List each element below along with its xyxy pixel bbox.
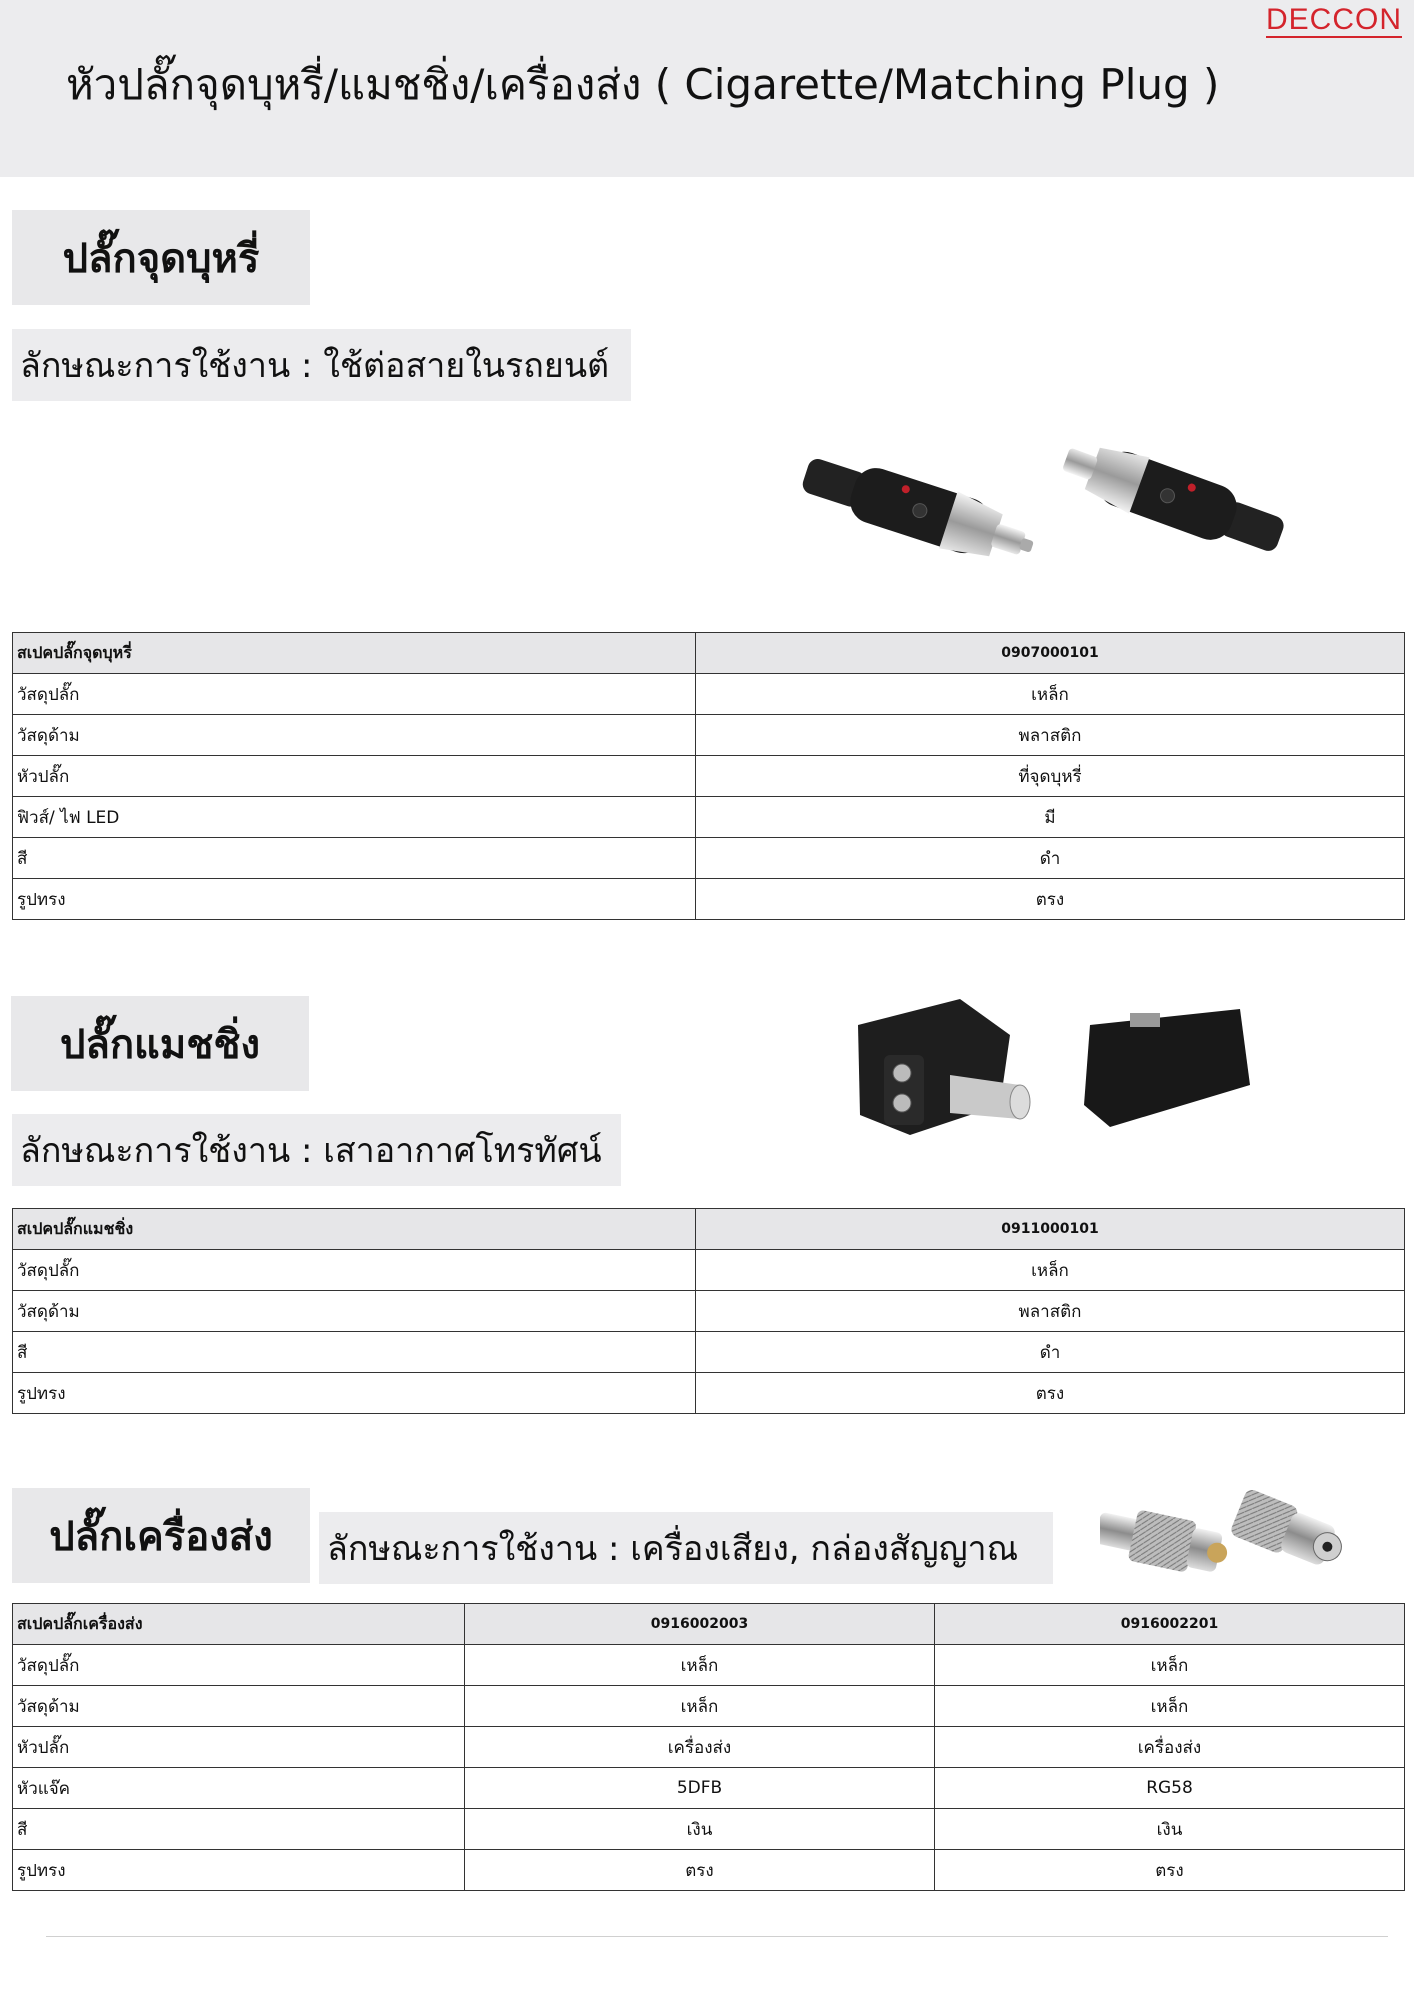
table-cell: หัวปลั๊ก <box>13 1727 465 1768</box>
table-header-cell: 0916002201 <box>935 1604 1405 1645</box>
table-header-row <box>13 1604 1405 1645</box>
spec-table-matching <box>12 1208 1405 1414</box>
table-cell: เหล็ก <box>696 674 1405 715</box>
table-header-cell: สเปคปลั๊กจุดบุหรี่ <box>13 633 696 674</box>
table-row <box>13 674 1405 715</box>
table-cell: รูปทรง <box>13 1850 465 1891</box>
table-cell: เครื่องส่ง <box>465 1727 935 1768</box>
table-cell: วัสดุปลั๊ก <box>13 674 696 715</box>
table-cell: เงิน <box>935 1809 1405 1850</box>
table-cell: สี <box>13 1332 696 1373</box>
table-cell: พลาสติก <box>696 715 1405 756</box>
page-title: หัวปลั๊กจุดบุหรี่/แมชชิ่ง/เครื่องส่ง ( Cigarette/Matching Plug ) <box>66 60 1220 109</box>
table-header-row <box>13 1209 1405 1250</box>
table-cell: ดำ <box>696 838 1405 879</box>
table-cell: สี <box>13 1809 465 1850</box>
table-cell: ที่จุดบุหรี่ <box>696 756 1405 797</box>
table-cell: เงิน <box>465 1809 935 1850</box>
table-cell: RG58 <box>935 1768 1405 1809</box>
table-row <box>13 1850 1405 1891</box>
table-cell: ตรง <box>935 1850 1405 1891</box>
table-cell: วัสดุปลั๊ก <box>13 1645 465 1686</box>
table-cell: ฟิวส์/ ไฟ LED <box>13 797 696 838</box>
table-row <box>13 1250 1405 1291</box>
table-cell: เครื่องส่ง <box>935 1727 1405 1768</box>
table-cell: หัวแจ๊ค <box>13 1768 465 1809</box>
table-row <box>13 879 1405 920</box>
table-cell: พลาสติก <box>696 1291 1405 1332</box>
table-cell: เหล็ก <box>696 1250 1405 1291</box>
table-header-row <box>13 633 1405 674</box>
table-cell: รูปทรง <box>13 1373 696 1414</box>
usage-cigarette: ลักษณะการใช้งาน : ใช้ต่อสายในรถยนต์ <box>12 329 631 401</box>
table-header-cell: สเปคปลั๊กเครื่องส่ง <box>13 1604 465 1645</box>
section-title-matching: ปลั๊กแมชชิ่ง <box>11 996 309 1091</box>
section-title-transmitter: ปลั๊กเครื่องส่ง <box>12 1488 310 1583</box>
rf-connector-icon <box>1100 1478 1370 1588</box>
usage-matching: ลักษณะการใช้งาน : เสาอากาศโทรทัศน์ <box>12 1114 621 1186</box>
table-cell: ดำ <box>696 1332 1405 1373</box>
table-row <box>13 1645 1405 1686</box>
table-header-cell: 0907000101 <box>696 633 1405 674</box>
table-row <box>13 1373 1405 1414</box>
table-cell: หัวปลั๊ก <box>13 756 696 797</box>
table-header-cell: 0911000101 <box>696 1209 1405 1250</box>
table-cell: 5DFB <box>465 1768 935 1809</box>
footer-divider <box>46 1936 1388 1937</box>
table-cell: เหล็ก <box>935 1645 1405 1686</box>
table-row <box>13 838 1405 879</box>
table-cell: รูปทรง <box>13 879 696 920</box>
table-row <box>13 1809 1405 1850</box>
table-row <box>13 1332 1405 1373</box>
table-cell: วัสดุด้าม <box>13 1291 696 1332</box>
table-cell: ตรง <box>696 879 1405 920</box>
table-header-cell: สเปคปลั๊กแมชชิ่ง <box>13 1209 696 1250</box>
table-row <box>13 797 1405 838</box>
table-cell: สี <box>13 838 696 879</box>
cigarette-plug-icon <box>800 415 1290 585</box>
table-cell: มี <box>696 797 1405 838</box>
spec-table-transmitter <box>12 1603 1405 1891</box>
table-row <box>13 1727 1405 1768</box>
table-row <box>13 715 1405 756</box>
matching-plug-icon <box>850 995 1260 1145</box>
table-cell: วัสดุด้าม <box>13 1686 465 1727</box>
table-cell: เหล็ก <box>465 1686 935 1727</box>
table-cell: เหล็ก <box>935 1686 1405 1727</box>
usage-transmitter: ลักษณะการใช้งาน : เครื่องเสียง, กล่องสัญญาณ <box>319 1512 1053 1584</box>
table-row <box>13 1768 1405 1809</box>
table-cell: วัสดุปลั๊ก <box>13 1250 696 1291</box>
section-title-cigarette: ปลั๊กจุดบุหรี่ <box>12 210 310 305</box>
table-row <box>13 1686 1405 1727</box>
spec-table-cigarette <box>12 632 1405 920</box>
table-cell: ตรง <box>696 1373 1405 1414</box>
table-cell: ตรง <box>465 1850 935 1891</box>
table-cell: วัสดุด้าม <box>13 715 696 756</box>
table-row <box>13 1291 1405 1332</box>
table-row <box>13 756 1405 797</box>
table-header-cell: 0916002003 <box>465 1604 935 1645</box>
brand-logo: DECCON <box>1265 3 1402 36</box>
table-cell: เหล็ก <box>465 1645 935 1686</box>
